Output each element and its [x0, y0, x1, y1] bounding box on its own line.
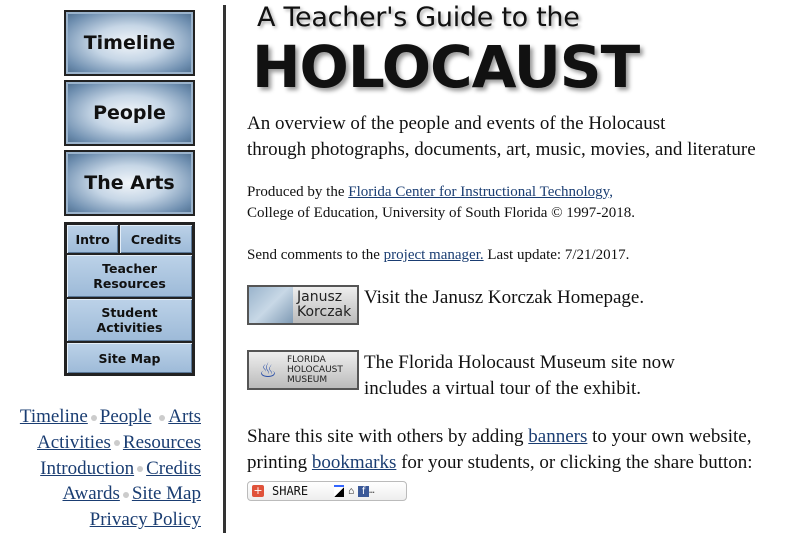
link-timeline[interactable]: Timeline [19, 406, 88, 427]
link-arts[interactable]: Arts [168, 406, 201, 427]
link-site-map[interactable]: Site Map [131, 483, 201, 505]
nav-label: People [93, 102, 166, 124]
nav-credits-button[interactable]: Credits [120, 225, 192, 253]
nav-label: Timeline [83, 32, 176, 54]
nav-timeline-button[interactable] [64, 10, 195, 76]
digg-icon: ⌂ [348, 485, 355, 497]
museum-line: includes a virtual tour of the exhibit. [364, 378, 642, 399]
facebook-icon: f [358, 486, 369, 497]
link-introduction[interactable]: Introduction [40, 457, 135, 479]
share-text-part: for your students, or clicking the share button: [396, 452, 753, 473]
intro-line: through photographs, documents, art, music, movies, and literature [247, 139, 756, 160]
museum-line: The Florida Holocaust Museum site now [364, 352, 675, 373]
link-resources[interactable]: Resources [122, 431, 201, 453]
share-text [247, 424, 753, 476]
header-subtitle: A Teacher's Guide to the [257, 2, 580, 33]
header-title: HOLOCAUST [252, 33, 640, 101]
intro-text [247, 111, 756, 163]
last-update: Last update: 7/21/2017. [483, 247, 630, 263]
link-activities[interactable]: Activities [37, 431, 111, 453]
nav-teacher-resources-button[interactable]: Teacher Resources [67, 255, 192, 297]
nav-student-activities-button[interactable]: Student Activities [67, 299, 192, 341]
comments-prefix: Send comments to the [247, 247, 384, 263]
share-text-part: Share this site with others by adding [247, 426, 529, 447]
plus-icon: + [253, 484, 263, 497]
produced-line2: College of Education, University of South Florida © 1997-2018. [247, 205, 636, 221]
share-label: SHARE [272, 484, 309, 498]
link-awards[interactable]: Awards [62, 483, 120, 505]
produced-prefix: Produced by the [247, 184, 349, 200]
separator-dot [159, 415, 165, 421]
flame-icon: ♨ [259, 359, 277, 382]
logo-text: MUSEUM [287, 375, 328, 385]
vertical-divider [223, 5, 226, 533]
nav-people-button[interactable] [64, 80, 195, 146]
project-manager-link[interactable]: project manager. [383, 247, 484, 263]
separator-dot [137, 466, 143, 472]
separator-dot [91, 415, 97, 421]
logo-text: HOLOCAUST [287, 365, 343, 375]
logo-text: Janusz [297, 289, 343, 305]
share-button[interactable] [247, 481, 407, 501]
museum-banner[interactable] [247, 350, 359, 390]
logo-text: FLORIDA [287, 355, 326, 365]
fcit-link[interactable]: Florida Center for Instructional Technology, [348, 184, 613, 200]
produced-by [247, 182, 635, 224]
share-text-part: printing [247, 452, 312, 473]
nav-arts-button[interactable] [64, 150, 195, 216]
more-icon: … [369, 486, 375, 496]
bookmarks-link[interactable]: bookmarks [311, 452, 397, 473]
intro-line: An overview of the people and events of the Holocaust [247, 113, 666, 134]
link-people[interactable]: People [99, 406, 152, 427]
nav-site-map-button[interactable]: Site Map [67, 343, 192, 373]
share-text-part: to your own website, [587, 426, 752, 447]
korczak-banner[interactable] [247, 285, 359, 325]
separator-dot [114, 440, 120, 446]
link-privacy-policy[interactable]: Privacy Policy [89, 509, 201, 531]
banners-link[interactable]: banners [528, 426, 588, 447]
separator-dot [123, 492, 129, 498]
comments [247, 245, 629, 266]
logo-text: Korczak [297, 304, 352, 320]
nav-intro-button[interactable]: Intro [67, 225, 118, 253]
nav-label: The Arts [84, 172, 175, 194]
nav-box [64, 222, 195, 376]
korczak-text: Visit the Janusz Korczak Homepage. [364, 287, 645, 308]
korczak-photo [249, 287, 293, 323]
delicious-icon [334, 485, 344, 497]
text-nav [20, 404, 201, 533]
link-credits[interactable]: Credits [146, 457, 201, 479]
museum-text [364, 350, 675, 402]
